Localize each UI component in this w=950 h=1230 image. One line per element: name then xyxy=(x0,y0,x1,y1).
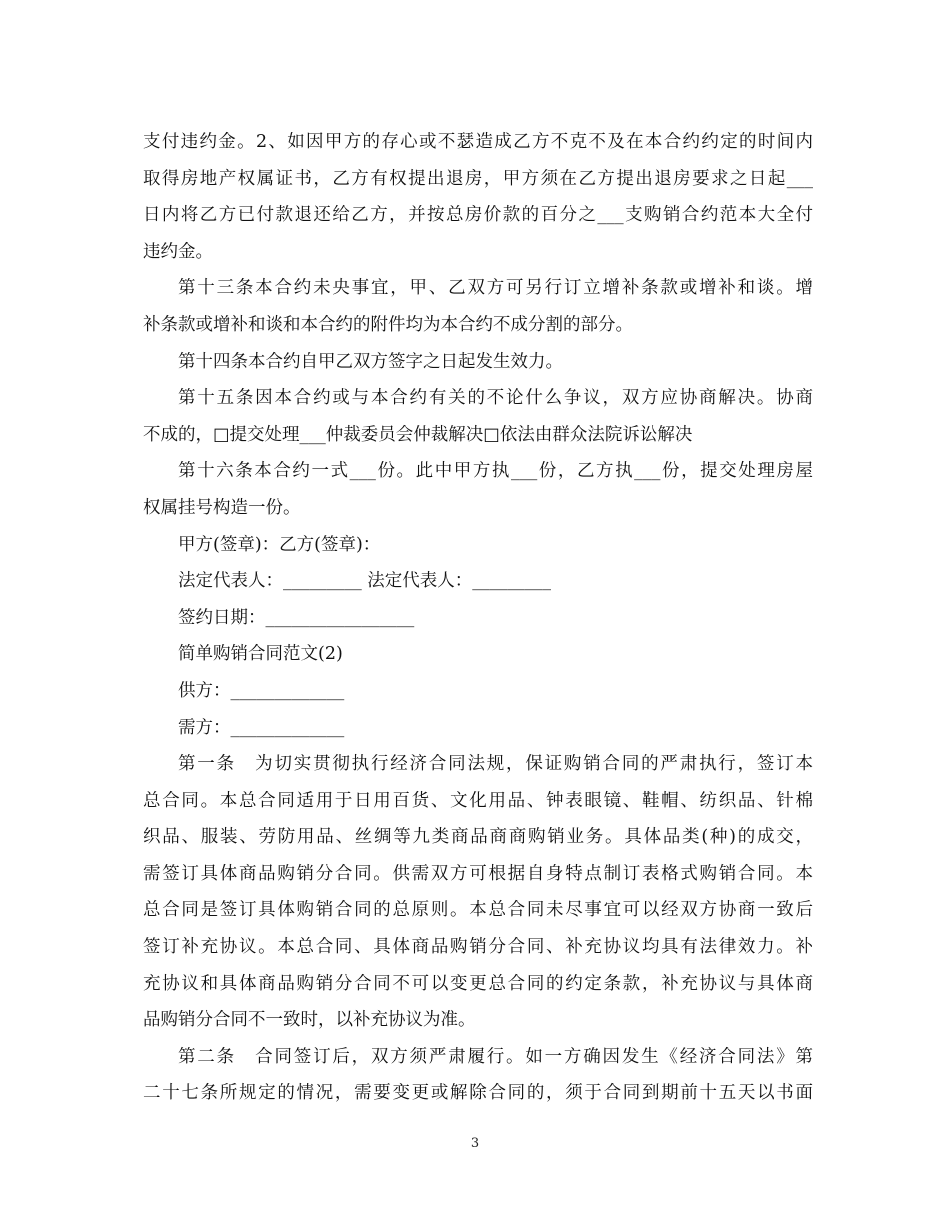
text-line: 第十六条本合约一式___份。此中甲方执___份，乙方执___份，提交处理房屋 xyxy=(178,461,813,482)
text-line: 日内将乙方已付款退还给乙方，并按总房价款的百分之___支购销合约范本大全付 xyxy=(143,205,813,226)
text-line: 签订补充协议。本总合同、具体商品购销分合同、补充协议均具有法律效力。补 xyxy=(143,937,813,958)
document-body xyxy=(143,124,813,1112)
text-line: 充协议和具体商品购销分合同不可以变更总合同的约定条款，补充协议与具体商 xyxy=(143,973,813,994)
text-line: 第十四条本合约自甲乙双方签字之日起发生效力。 xyxy=(178,351,563,372)
text-line: 支付违约金。2、如因甲方的存心或不瑟造成乙方不克不及在本合约约定的时间内 xyxy=(143,132,813,152)
text-line: 总合同是签订具体购销合同的总原则。本总合同未尽事宜可以经双方协商一致后 xyxy=(143,900,813,921)
text-line: 总合同。本总合同适用于日用百货、文化用品、钟表眼镜、鞋帽、纺织品、针棉 xyxy=(143,790,813,811)
page-number: 3 xyxy=(470,1136,480,1151)
text-line: 不成的，□提交处理___仲裁委员会仲裁解决□依法由群众法院诉讼解决 xyxy=(143,424,693,445)
text-line: 第二条 合同签订后，双方须严肃履行。如一方确因发生《经济合同法》第 xyxy=(178,1046,813,1067)
text-line: 补条款或增补和谈和本合约的附件均为本合约不成分割的部分。 xyxy=(143,314,633,335)
text-line: 需方：_____________ xyxy=(178,717,345,738)
text-line: 二十七条所规定的情况，需要变更或解除合同的，须于合同到期前十五天以书面 xyxy=(143,1083,813,1104)
text-line: 第十三条本合约未央事宜，甲、乙双方可另行订立增补条款或增补和谈。增 xyxy=(178,278,813,299)
text-line: 品购销分合同不一致时，以补充协议为准。 xyxy=(143,1010,476,1031)
text-line: 签约日期：_________________ xyxy=(178,607,415,628)
text-line: 织品、服装、劳防用品、丝绸等九类商品商商购销业务。具体品类(种)的成交， xyxy=(143,827,813,848)
text-line: 违约金。 xyxy=(143,241,213,262)
text-line: 第一条 为切实贯彻执行经济合同法规，保证购销合同的严肃执行，签订本 xyxy=(178,754,813,775)
text-line: 取得房地产权属证书，乙方有权提出退房，甲方须在乙方提出退房要求之日起___ xyxy=(143,168,813,189)
text-line: 简单购销合同范文(2) xyxy=(178,644,343,665)
text-line: 第十五条因本合约或与本合约有关的不论什么争议，双方应协商解决。协商 xyxy=(178,388,813,409)
text-line: 供方：_____________ xyxy=(178,680,345,701)
text-line: 甲方(签章)：乙方(签章)： xyxy=(178,534,381,555)
text-line: 权属挂号构造一份。 xyxy=(143,497,301,518)
text-line: 需签订具体商品购销分合同。供需双方可根据自身特点制订表格式购销合同。本 xyxy=(143,863,813,884)
text-line: 法定代表人：_________ 法定代表人：_________ xyxy=(178,571,552,592)
